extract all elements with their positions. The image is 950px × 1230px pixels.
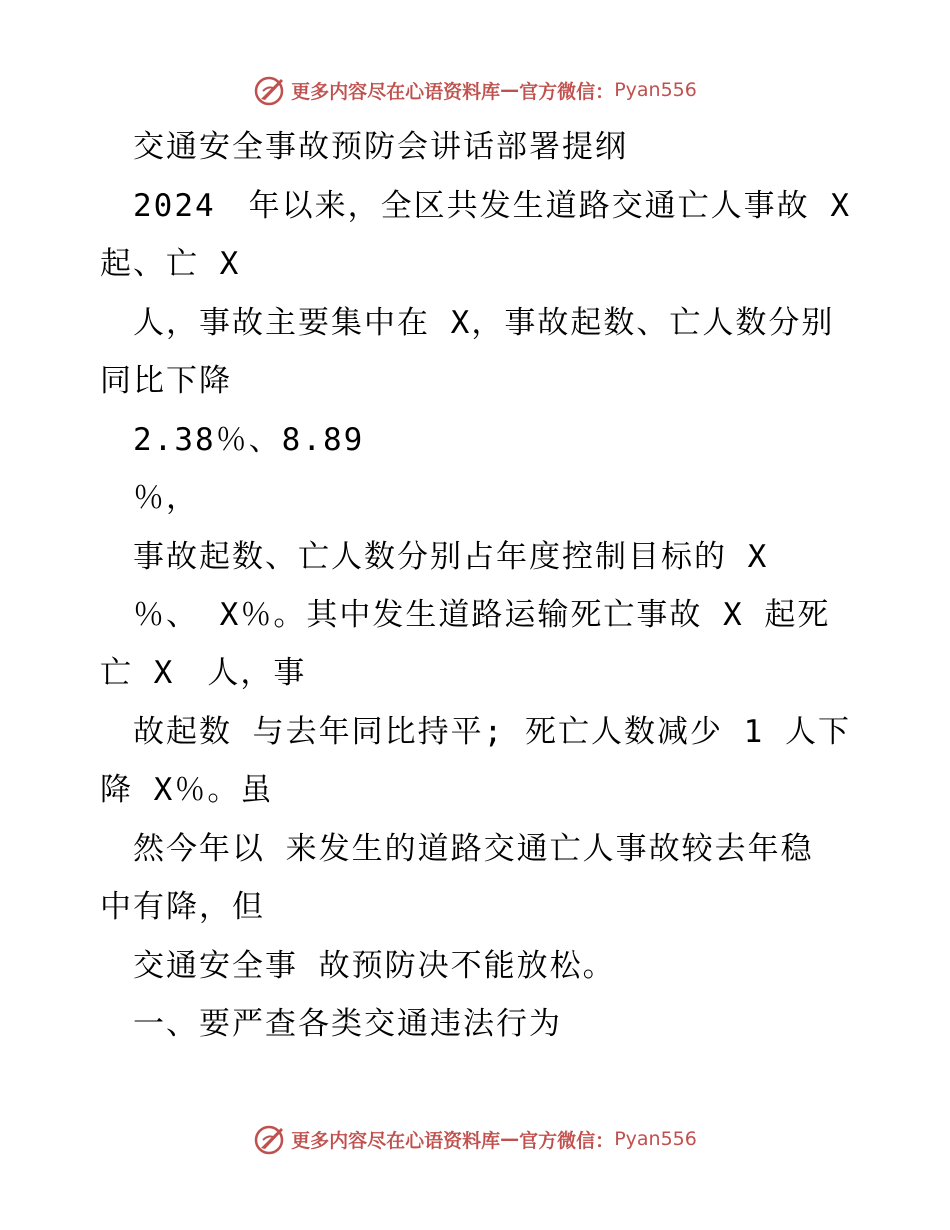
paragraph-line: 2024 年以来，全区共发生道路交通亡人事故 X: [100, 188, 851, 224]
paragraph-line: 降 X％。虽: [100, 772, 274, 808]
paragraph-line: 同比下降: [100, 363, 232, 399]
banner-wechat-id: Pyan556: [614, 1128, 697, 1150]
paragraph-line: 中有降，但: [100, 889, 265, 925]
paragraph-line: ％，: [100, 480, 199, 516]
paragraph-line: 起、亡 X: [100, 246, 241, 282]
paragraph-line: 2.38％、8.89: [100, 422, 365, 458]
banner-sub-text: 官方微信：: [519, 1129, 615, 1152]
paragraph-line: 交通安全事 故预防决不能放松。: [100, 948, 616, 984]
quill-logo-icon: [253, 73, 287, 107]
banner-main-text: 更多内容尽在心语资料库: [291, 80, 501, 103]
paragraph-line: ％、 X％。其中发生道路运输死亡事故 X 起死: [100, 597, 831, 633]
banner-dash: —: [500, 1128, 520, 1150]
paragraph-line: 故起数 与去年同比持平; 死亡人数减少 1 人下: [100, 714, 851, 750]
banner-wechat-id: Pyan556: [614, 79, 697, 101]
banner-main-text: 更多内容尽在心语资料库: [291, 1129, 501, 1152]
section-heading: 一、要严查各类交通违法行为: [100, 1006, 562, 1042]
quill-logo-icon: [253, 1122, 287, 1156]
banner-sub-text: 官方微信：: [519, 80, 615, 103]
paragraph-line: 亡 X 人，事: [100, 655, 307, 691]
document-title: 交通安全事故预防会讲话部署提纲: [100, 129, 628, 165]
paragraph-line: 事故起数、亡人数分别占年度控制目标的 X: [100, 539, 769, 575]
header-banner: [0, 68, 950, 112]
banner-dash: —: [500, 79, 520, 101]
paragraph-line: 然今年以 来发生的道路交通亡人事故较去年稳: [100, 831, 814, 867]
paragraph-line: 人，事故主要集中在 X，事故起数、亡人数分别: [100, 305, 835, 341]
footer-banner: [0, 1117, 950, 1161]
